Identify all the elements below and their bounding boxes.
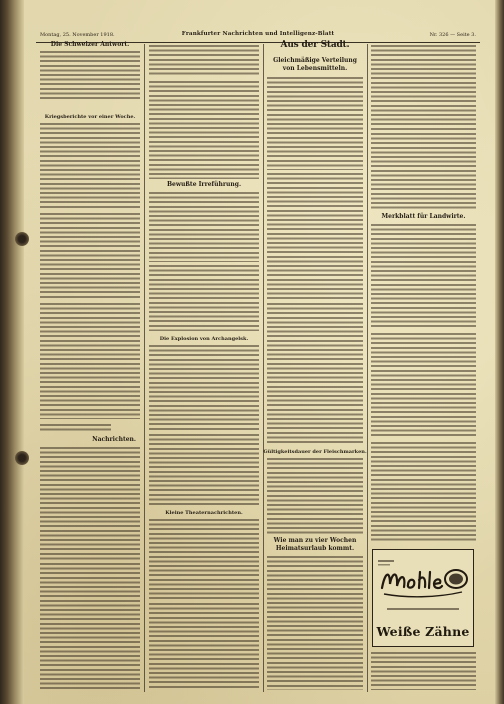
- body-text-block: [267, 77, 363, 170]
- article-heading: Gleichmäßige Verteilung: [273, 57, 357, 64]
- article-heading: Merkblatt für Landwirte.: [381, 213, 466, 220]
- body-text-block: [267, 173, 363, 300]
- article-heading: Die Explosion von Archangelsk.: [159, 336, 249, 342]
- body-text-block: [371, 442, 476, 542]
- body-text-block: [40, 303, 140, 419]
- column-rule: [144, 44, 145, 692]
- body-text-block: [149, 603, 259, 690]
- article-heading: Gültigkeitsdauer der Fleischmarken.: [263, 449, 367, 455]
- body-text-block: [149, 265, 259, 331]
- body-text-block: [267, 556, 363, 690]
- page-right-edge: [495, 0, 504, 704]
- column-rule: [263, 44, 264, 692]
- body-text-block: [371, 652, 476, 690]
- column-3: [265, 0, 365, 704]
- article-heading: Wie man zu vier Wochen: [273, 537, 357, 544]
- body-text-block: [40, 424, 111, 433]
- body-text-block: [149, 434, 259, 506]
- article-heading: Die Schweizer Antwort.: [50, 41, 130, 48]
- body-text-block: [40, 447, 140, 560]
- body-text-block: [149, 192, 259, 262]
- column-2: [147, 0, 261, 704]
- ad-headline: Weiße Zähne: [376, 624, 470, 639]
- body-text-block: [371, 45, 476, 130]
- body-text-block: [149, 519, 259, 600]
- punch-hole-upper: [15, 232, 29, 246]
- body-text-block: [40, 563, 140, 690]
- body-text-block: [40, 213, 140, 300]
- article-heading: Kleine Theaternachrichten.: [165, 510, 243, 516]
- body-text-block: [371, 333, 476, 439]
- punch-hole-lower: [15, 451, 29, 465]
- header-date: Montag, 25. November 1918.: [40, 32, 115, 38]
- ad-fine-print: [387, 608, 459, 610]
- body-text-block: [371, 224, 476, 330]
- article-heading: Kriegsberichte vor einer Woche.: [44, 114, 136, 120]
- column-rule: [367, 44, 368, 692]
- issue-number: Nr. 326 — Seite 3.: [429, 32, 476, 38]
- section-heading: Nachrichten.: [92, 436, 136, 443]
- advertisement: [372, 549, 474, 647]
- body-text-block: [267, 303, 363, 445]
- ad-logo: [376, 558, 470, 604]
- article-heading: von Lebensmitteln.: [282, 65, 348, 72]
- body-text-block: [149, 81, 259, 179]
- binding-edge: [0, 0, 24, 704]
- body-text-block: [267, 458, 363, 535]
- body-text-block: [371, 133, 476, 211]
- article-heading: Bewußte Irreführung.: [166, 181, 242, 188]
- body-text-block: [149, 345, 259, 430]
- body-text-block: [40, 51, 140, 99]
- body-text-block: [40, 123, 140, 210]
- section-title: Aus der Stadt.: [280, 40, 350, 50]
- body-text-block: [149, 45, 259, 76]
- column-1: [38, 0, 142, 704]
- masthead: Frankfurter Nachrichten und Intelligenz-Blatt: [181, 31, 335, 37]
- article-heading: Heimatsurlaub kommt.: [275, 545, 355, 552]
